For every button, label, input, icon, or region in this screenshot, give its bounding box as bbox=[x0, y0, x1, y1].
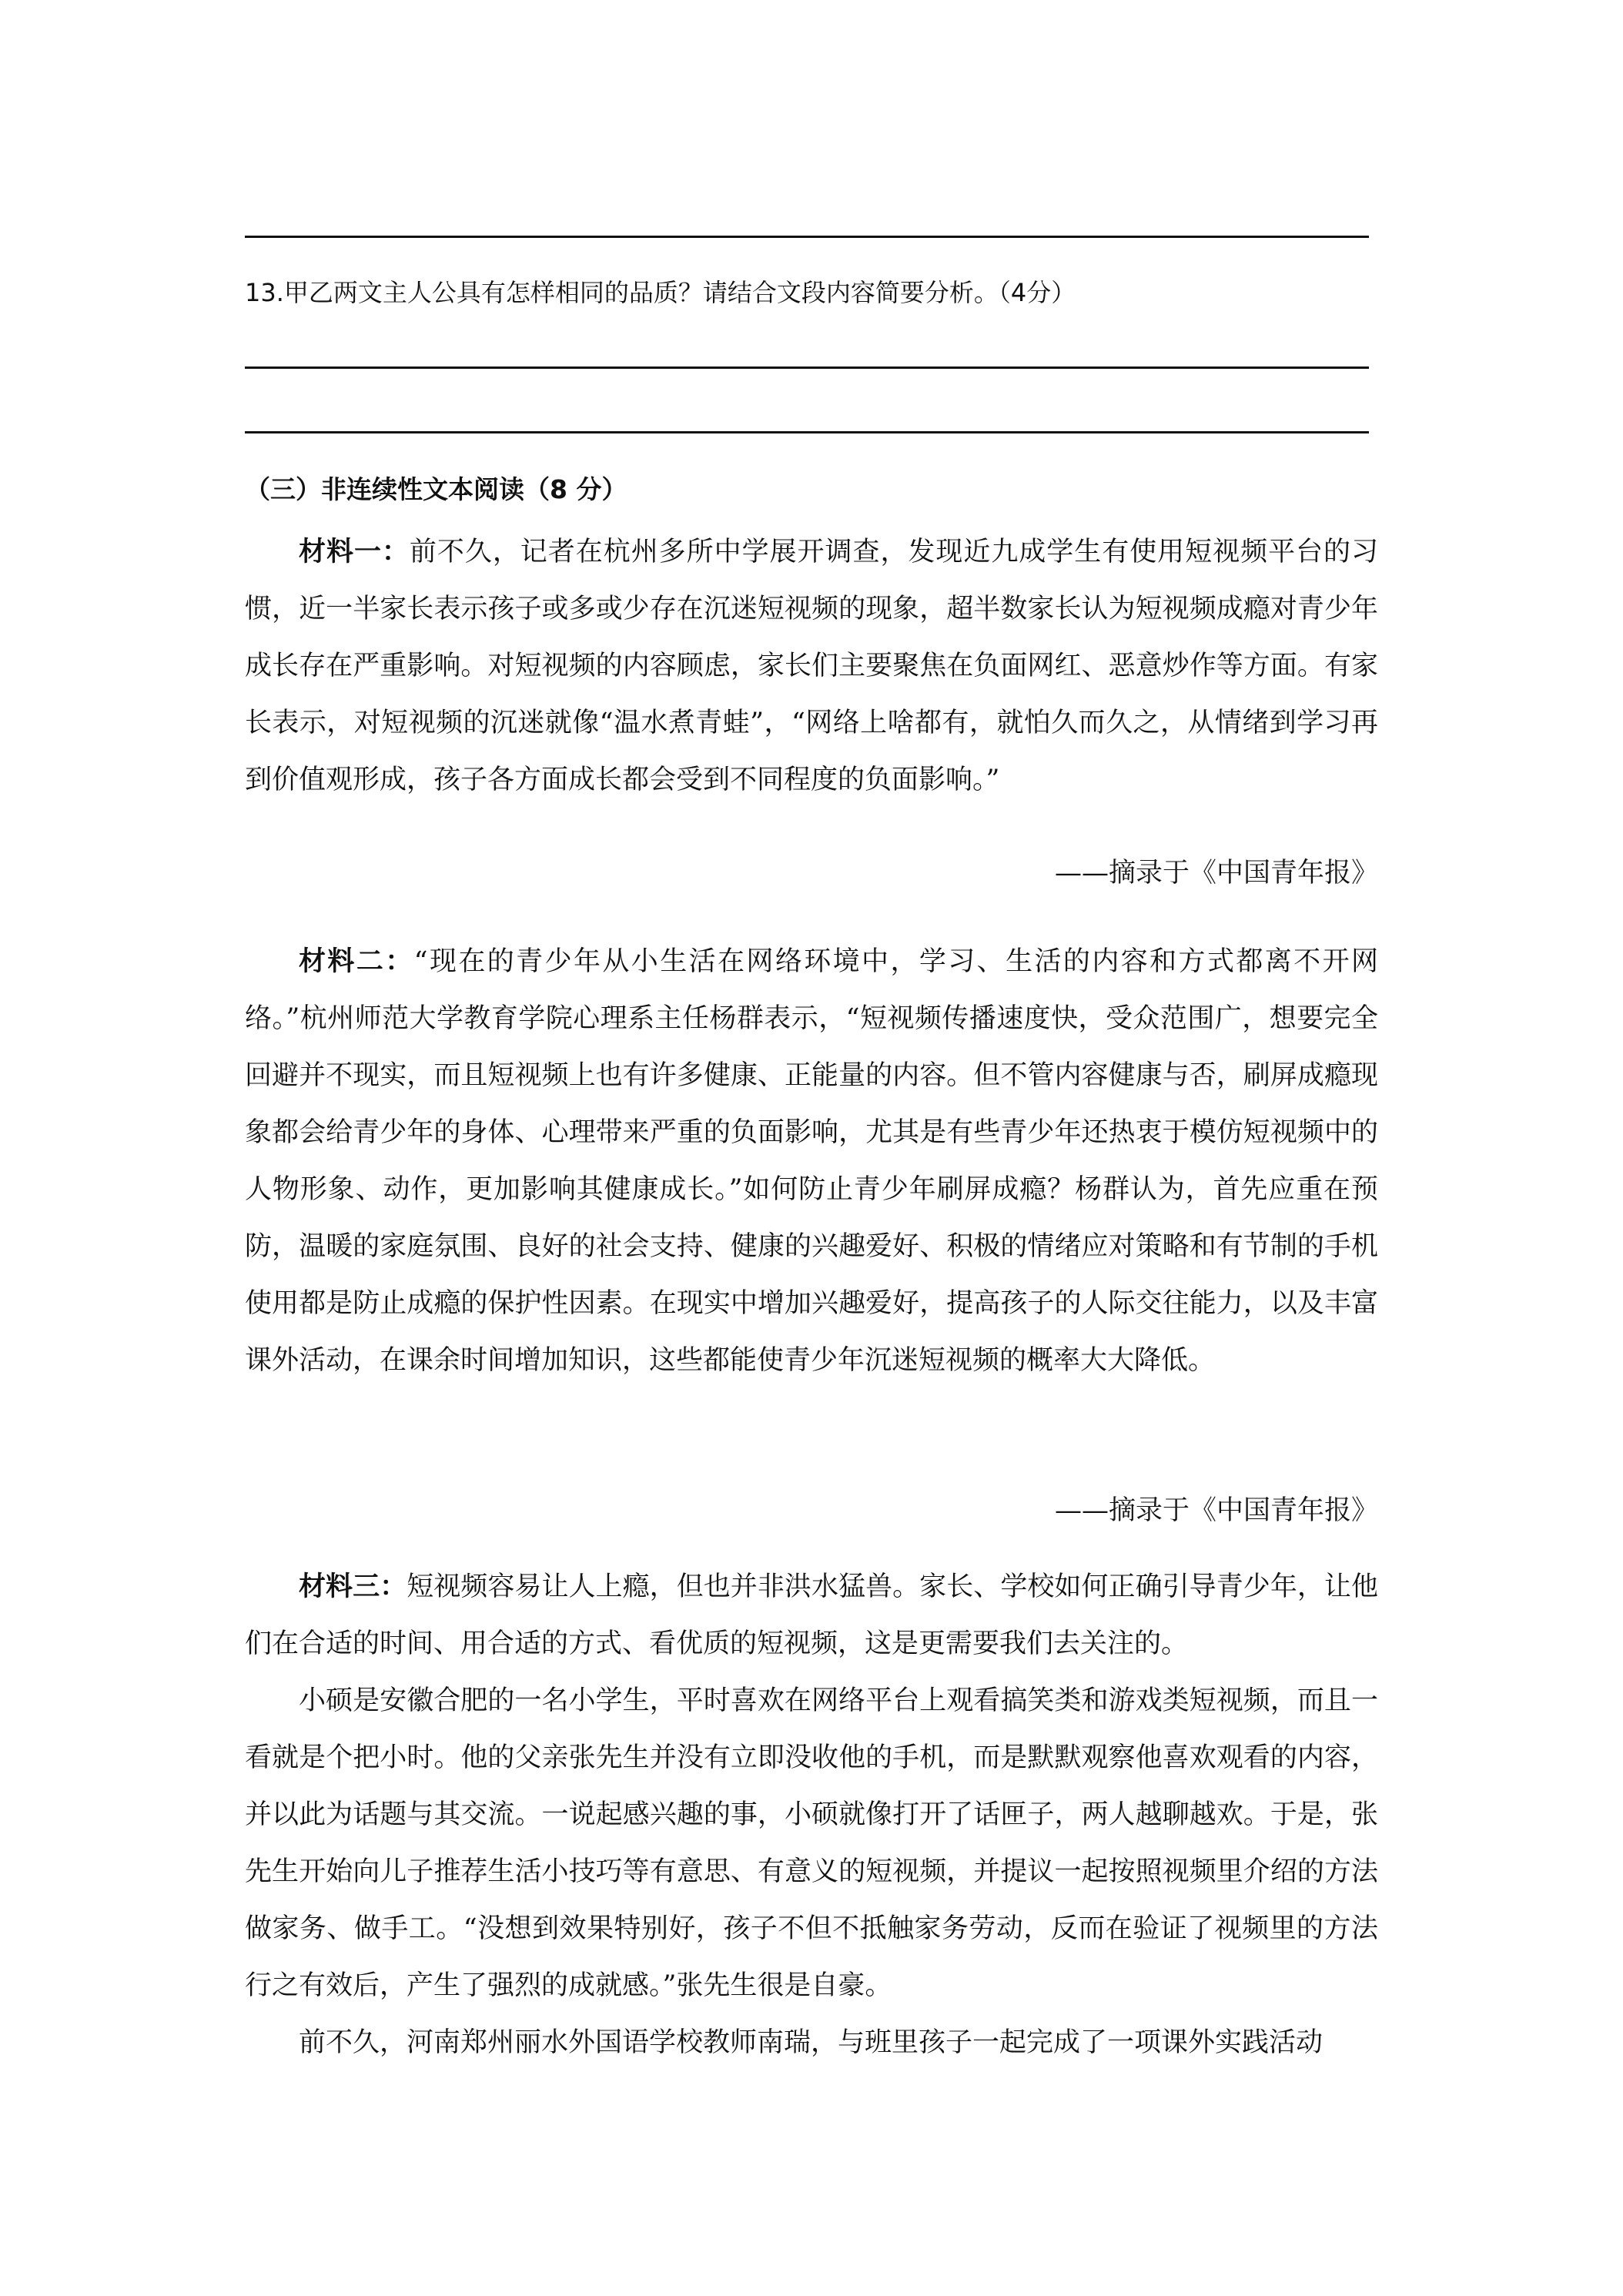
material-two-text: “现在的青少年从小生活在网络环境中，学习、生活的内容和方式都离不开网络。”杭州师范大学教育学院心理系主任杨群表示，“短视频传播速度快，受众范围广，想要完全回避并不现实，而且短视频上也有许多健康、正能量的内容。但不管内容健康与否，刷屏成瘾现象都会给青少年的身体、心理带来严重的负面影响，尤其是有些青少年还热衷于模仿短视频中的人物形象、动作，更加影响其健康成长。”如何防止青少年刷屏成瘾？杨群认为，首先应重在预防，温暖的家庭氛围、良好的社会支持、健康的兴趣爱好、积极的情绪应对策略和有节制的手机使用都是防止成瘾的保护性因素。在现实中增加兴趣爱好，提高孩子的人际交往能力，以及丰富课外活动，在课余时间增加知识，这些都能使青少年沉迷短视频的概率大大降低。 bbox=[245, 946, 1378, 1376]
material-two-source: ——摘录于《中国青年报》 bbox=[1054, 1495, 1378, 1526]
section-title: （三）非连续性文本阅读（8 分） bbox=[245, 474, 627, 504]
material-three-paragraph-two: 小硕是安徽合肥的一名小学生，平时喜欢在网络平台上观看搞笑类和游戏类短视频，而且一看就是个把小时。他的父亲张先生并没有立即没收他的手机，而是默默观察他喜欢观看的内容，并以此为话题与其交流。一说起感兴趣的事，小硕就像打开了话匣子，两人越聊越欢。于是，张先生开始向儿子推荐生活小技巧等有意思、有意义的短视频，并提议一起按照视频里介绍的方法做家务、做手工。“没想到效果特别好，孩子不但不抵触家务劳动，反而在验证了视频里的方法行之有效后，产生了强烈的成就感。”张先生很是自豪。 bbox=[245, 1685, 1378, 2001]
material-one-lead: 材料一： bbox=[299, 536, 410, 567]
answer-line[interactable] bbox=[245, 431, 1369, 433]
material-three-lead: 材料三： bbox=[299, 1571, 407, 1602]
material-two-paragraph bbox=[245, 933, 1378, 1389]
material-three-paragraph-three: 前不久，河南郑州丽水外国语学校教师南瑞，与班里孩子一起完成了一项课外实践活动 bbox=[299, 2027, 1323, 2058]
material-two-lead: 材料二： bbox=[299, 946, 414, 977]
question-13: 13.甲乙两文主人公具有怎样相同的品质？请结合文段内容简要分析。（4分） bbox=[245, 278, 1076, 307]
answer-line[interactable] bbox=[245, 366, 1369, 369]
material-one-paragraph bbox=[245, 524, 1378, 808]
material-one-source: ——摘录于《中国青年报》 bbox=[1054, 858, 1378, 889]
material-one-text: 前不久，记者在杭州多所中学展开调查，发现近九成学生有使用短视频平台的习惯，近一半家长表示孩子或多或少存在沉迷短视频的现象，超半数家长认为短视频成瘾对青少年成长存在严重影响。对短视频的内容顾虑，家长们主要聚焦在负面网红、恶意炒作等方面。有家长表示，对短视频的沉迷就像“温水煮青蛙”，“网络上啥都有，就怕久而久之，从情绪到学习再到价值观形成，孩子各方面成长都会受到不同程度的负面影响。” bbox=[245, 537, 1378, 795]
material-three-paragraph bbox=[245, 1558, 1378, 1672]
answer-line[interactable] bbox=[245, 236, 1369, 238]
material-three-text: 短视频容易让人上瘾，但也并非洪水猛兽。家长、学校如何正确引导青少年，让他们在合适的时间、用合适的方式、看优质的短视频，这是更需要我们去关注的。 bbox=[245, 1571, 1378, 1659]
